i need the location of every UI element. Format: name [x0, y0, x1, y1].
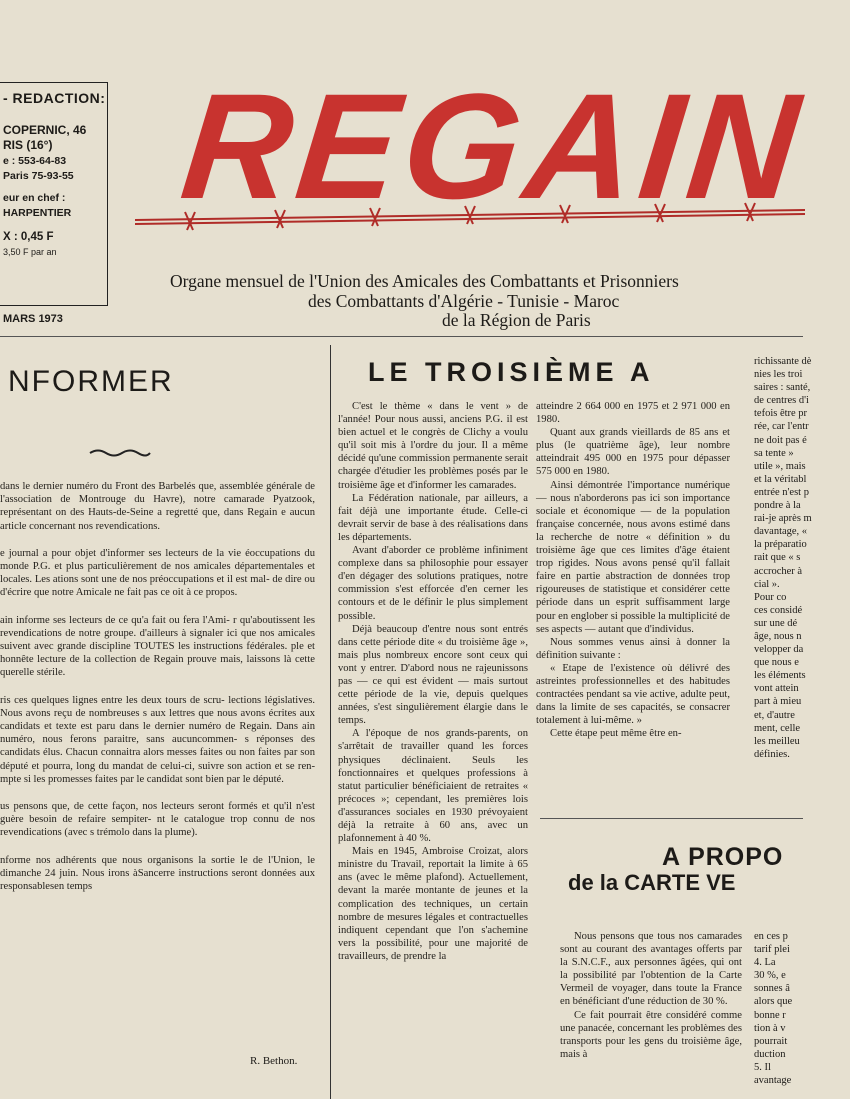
cropped-line: bonne r [754, 1009, 786, 1021]
cropped-line: 5. Il [754, 1061, 771, 1073]
cropped-line: cial ». [754, 578, 780, 590]
cropped-line: âge, nous n [754, 630, 802, 642]
cropped-line: pondre à la [754, 500, 801, 512]
cropped-line: alors que [754, 996, 793, 1008]
issue-date: MARS 1973 [3, 313, 63, 325]
regain-logo [125, 38, 825, 238]
cropped-line: que nous e [754, 657, 799, 669]
troisieme-col-3 [754, 355, 812, 761]
carte-col-2 [754, 930, 803, 1087]
troisieme-col-2 [536, 400, 730, 812]
cropped-line: tefois être pr [754, 408, 808, 420]
cropped-line: Pour co [754, 591, 787, 603]
masthead [0, 0, 812, 330]
cropped-line: sa tente » [754, 447, 794, 459]
infobox-line: eur en chef : [3, 191, 66, 204]
cropped-line: saires : santé, [754, 382, 811, 394]
troisieme-paragraph: Cette étape peut même être en- [550, 728, 682, 740]
informer-paragraph: e journal a pour objet d'informer ses lecteurs de la vie éoccupations du monde P.G. et plus particulièrement de nos amicales départementales et locales. Les ations sont une de nos préoccupations et il est mal- de dire ou d'écrire que notre Amicale ne fait pas ce oit à ce propos. [0, 547, 315, 599]
cropped-line: davantage, « [754, 526, 808, 538]
cropped-line: la préparatio [754, 539, 807, 551]
troisieme-paragraph: Mais en 1945, Ambroise Croizat, alors ministre du Travail, reportait la limite à 65 ans (avec le même plafond). Actuellement, devant la marée montante de jeunes et la complication des techniques, un certain nombre de mesures légales et contractuelles indiquent cependant que l'on s'achemine vers la possibilité, pour une majorité de travailleurs, de prendre la [338, 846, 528, 962]
cropped-line: sonnes â [754, 983, 790, 995]
cropped-line: tarif plei [754, 944, 790, 956]
cropped-line: définies. [754, 748, 790, 760]
infobox-line: X : 0,45 F [3, 230, 54, 243]
redaction-infobox [0, 82, 108, 306]
cropped-line: rée, car l'entr [754, 421, 809, 433]
cropped-line: et la véritabl [754, 473, 807, 485]
cropped-line: rai-je après m [754, 513, 812, 525]
troisieme-paragraph: « Etape de l'existence où délivré des astreintes professionnelles et des habitudes contractées pendant sa vie active, adulte peut, dans la limite de ses capacités, se consacrer totalement à lui-même. » [536, 662, 730, 727]
cropped-line: tion à v [754, 1022, 786, 1034]
troisieme-paragraph: Avant d'aborder ce problème infiniment complexe dans sa philosophie pour essayer d'en dégager des solutions pratiques, notre commission s'est efforcée d'en cerner les contours et de le définir le plus simplement possible. [338, 545, 528, 622]
cropped-line: les éléments [754, 670, 806, 682]
infobox-line: HARPENTIER [3, 207, 72, 219]
cropped-line: de centres d'i [754, 395, 809, 407]
organe-subtitle [150, 272, 850, 331]
carte-title-line-2: de la CARTE VE [568, 870, 736, 895]
troisieme-paragraph: Nous sommes venus ainsi à donner la définition suivante : [536, 636, 730, 661]
masthead-rule [0, 336, 803, 337]
organe-line-2: des Combattants d'Algérie - Tunisie - Maroc [308, 290, 620, 311]
cropped-line: velopper da [754, 644, 804, 656]
informer-signature: R. Bethon. [250, 1055, 298, 1067]
troisieme-paragraph: A l'époque de nos grands-parents, on s'arrêtait de travailler quand les forces physiques déclinaient. Seuls les fonctionnaires et quelques professions à statut particulier bénéficiaient de retraites « précoces »; cependant, les premières lois d'assurances sociales en 1930 prévoyaient déjà la retraite à 60 ans, avec un plafonnement à 40 %. [338, 728, 528, 845]
carte-paragraph: Ce fait pourrait être considéré comme une panacée, concernant les problèmes des transports pour les gens du troisième âge, mais à [560, 1009, 742, 1060]
cropped-line: rait que « s [754, 552, 801, 564]
cropped-line: entrée n'est p [754, 486, 809, 498]
informer-body [0, 480, 315, 893]
informer-paragraph: dans le dernier numéro du Front des Barbelés que, assemblée générale de l'association de Montrouge du Havre), notre camarade Pyatzook, représentant on des Hauts-de-Seine a regretté que, dans Regain e aucun article concernant nos revendications. [0, 481, 315, 532]
troisieme-paragraph: La Fédération nationale, par ailleurs, a fait déjà une importante étude. Celle-ci devrait servir de base à des réalisations dans les départements. [338, 492, 528, 543]
section-rule [540, 818, 803, 819]
cropped-line: avantage [754, 1075, 792, 1087]
organe-line-1: Organe mensuel de l'Union des Amicales des Combattants et Prisonniers [170, 271, 679, 291]
cropped-line: et, d'autre [754, 709, 795, 721]
infobox-line: 3,50 F par an [3, 247, 57, 257]
cropped-line: 30 %, e [754, 970, 786, 982]
cropped-line: duction [754, 1048, 786, 1060]
cropped-line: vont attein [754, 683, 799, 695]
infobox-line: COPERNIC, 46 [3, 122, 87, 137]
title-ornament [90, 445, 150, 463]
cropped-line: les meilleu [754, 735, 800, 747]
troisieme-paragraph: atteindre 2 664 000 en 1975 et 2 971 000 en 1980. [536, 401, 730, 426]
cropped-line: utile », mais [754, 460, 806, 472]
troisieme-headline: LE TROISIÈME A [368, 357, 655, 387]
cropped-line: richissante dè [754, 356, 812, 367]
troisieme-col-1 [338, 400, 528, 1099]
cropped-line: accrocher à [754, 565, 803, 577]
carte-col-1 [560, 930, 742, 1099]
informer-paragraph: us pensons que, de cette façon, nos lecteurs seront formés et qu'il n'est guère besoin de refaire sempiter- nt le catalogue trop connu de nos revendications (avec s trémolo dans la plume). [0, 801, 315, 839]
infobox-line: Paris 75-93-55 [3, 170, 74, 182]
informer-title: NFORMER [8, 365, 174, 398]
cropped-line: ces considé [754, 604, 803, 616]
cropped-line: 4. La [754, 957, 776, 969]
column-rule [330, 345, 331, 1099]
informer-paragraph: ris ces quelques lignes entre les deux tours de scru- lections législatives. Nous avons reçu de nombreuses s aux lettres que nous avons écrites aux candidats et texte est paru dans le dernier numéro de Regain. Dans ain numéro, nous ferons paraitre, sans aucuncommen- s réponses des candidats élus. Chacun connaitra alors messes faites ou non faites par son député et pourra, long du mandat de celui-ci, suivre son action et se ren- mpte si les promesses faites par le candidat sont bien par le député. [0, 694, 315, 785]
regain-logo-text: REGAIN [174, 62, 812, 230]
carte-title-line-1: A PROPO [662, 843, 784, 871]
organe-line-3: de la Région de Paris [442, 310, 591, 330]
cropped-line: nies les troi [754, 369, 803, 381]
informer-paragraph: ain informe ses lecteurs de ce qu'a fait ou fera l'Ami- r qu'aboutissent les revendications de notre groupe. d'ailleurs à signaler ici que nos amicales suivent avec grande discipline TOUTES les instructions fédérales. ple et honnête lecture de la collection de Regain prouve mais, laissons là cette querelle stérile. [0, 614, 315, 679]
troisieme-paragraph: Quant aux grands vieillards de 85 ans et plus (le quatrième âge), leur nombre atteindrait 495 000 en 1975 pour dépasser 575 000 en 1980. [536, 427, 730, 478]
carte-paragraph: Nous pensons que tous nos camarades sont au courant des avantages offerts par la S.N.C.F., aux personnes âgées, qui ont la possibilité par l'obtention de la Carte Vermeil de voyager, dans toute la France en bénéficiant d'une réduction de 30 %. [560, 931, 742, 1008]
troisieme-paragraph: Déjà beaucoup d'entre nous sont entrés dans cette période dite « du troisième âge », mais plus nombreux encore sont ceux qui vont y entrer. D'abord nous ne rajeunissons pas — ce qui est évident — mais surtout cette période de la vie, depuis quelques années, s'est singulièrement élargie dans le temps. [338, 623, 528, 727]
infobox-line: RIS (16°) [3, 138, 53, 152]
troisieme-paragraph: C'est le thème « dans le vent » de l'année! Pour nous aussi, anciens P.G. il est bien actuel et le congrès de Clichy a voulu qu'il soit mis à l'ordre du jour. Il a même décidé qu'une commission permanente serait chargée d'étudier les problèmes posés par le troisième âge et d'informer les camarades. [338, 401, 528, 491]
cropped-line: ne doit pas é [754, 434, 807, 446]
cropped-line: part à mieu [754, 696, 802, 708]
infobox-line: e : 553-64-83 [3, 154, 67, 167]
cropped-line: ment, celle [754, 722, 801, 734]
infobox-line: - REDACTION: [3, 90, 106, 106]
informer-paragraph: nforme nos adhérents que nous organisons la sortie le de l'Union, le dimanche 24 juin. Nous irons àSancerre instructions seront données aux responsablesen temps [0, 854, 315, 893]
cropped-line: sur une dé [754, 617, 798, 629]
cropped-line: pourrait [754, 1035, 788, 1047]
troisieme-paragraph: Ainsi démontrée l'importance numérique — nous n'aborderons pas ici son importance sociale et économique — de la population française concernée, nous avons estimé dans la recherche de notre « définition » du troisième âge que ces limites d'âge étaient trop rigides. Nous avons pensé qu'il fallait faire en partie abstraction de données trop rigoureuses de statistique et considérer cette période dans un esprit suffisamment large pour en englober si possible la multiplicité de ses aspects — autant que d'individus. [536, 479, 730, 635]
cropped-line: en ces p [754, 931, 788, 942]
